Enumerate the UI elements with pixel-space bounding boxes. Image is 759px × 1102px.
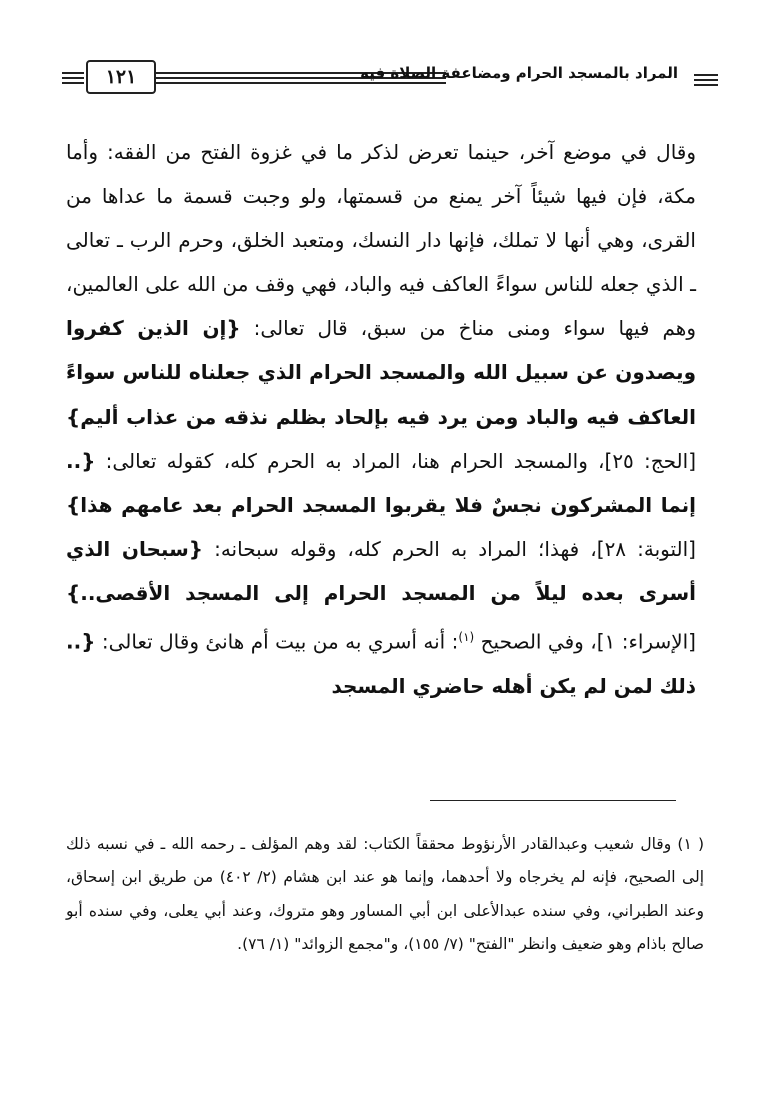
text-segment: [الحج: ٢٥]، والمسجد الحرام هنا، المراد به الحرم كله، كقوله تعالى: [95, 448, 697, 473]
footnote: ( ١) وقال شعيب وعبدالقادر الأرنؤوط محققاً الكتاب: لقد وهم المؤلف ـ رحمه الله ـ في نسبه ذلك إلى الصحيح، فإنه لم يخرجاه ولا أحدهما، وإنما هو عند ابن هشام (٢/ ٤٠٢) من طريق ابن إسحاق، وعند الطبراني، وفي سنده عبدالأعلى ابن أبي المساور وهو متروك، وعند أبي يعلى، وفي سنده أبو صالح باذام وهو ضعيف وانظر "الفتح" (٧/ ١٥٥)، و"مجمع الزوائد" (١/ ٧٦). [66, 835, 704, 954]
text-segment: [التوبة: ٢٨]، فهذا؛ المراد به الحرم كله، وقوله سبحانه: [203, 536, 696, 561]
quran-quote: {.. إنما المشركون نجسٌ فلا يقربوا المسجد الحرام بعد عامهم هذا} [66, 448, 696, 517]
quran-quote: {سبحان الذي أسرى بعده ليلاً من المسجد الحرام إلى المسجد الأقصى..} [66, 536, 696, 605]
header-ornament-right [694, 74, 718, 89]
header-ornament-left [62, 72, 84, 87]
footnote-ref: (١) [458, 630, 475, 645]
text-segment: : أنه أسري به من بيت أم هانئ وقال تعالى: [95, 629, 459, 654]
page-header [62, 60, 690, 94]
running-title: المراد بالمسجد الحرام ومضاعفة الصلاة فيه [360, 64, 678, 82]
footnote-separator [430, 800, 676, 801]
main-text [66, 130, 696, 708]
quran-quote: {.. ذلك لمن لم يكن أهله حاضري المسجد [66, 629, 696, 698]
page-number: ١٢١ [86, 60, 156, 94]
quran-quote: {إن الذين كفروا ويصدون عن سبيل الله والمسجد الحرام الذي جعلناه للناس سواءً العاكف فيه والباد ومن يرد فيه بإلحاد بظلم نذقه من عذاب أليم} [66, 316, 696, 429]
text-segment: وقال في موضع آخر، حينما تعرض لذكر ما في غزوة الفتح من الفقه: وأما مكة، فإن فيها شيئاً آخر يمنع من قسمتها، ولو وجبت قسمة ما عداها من القرى، وهي أنها لا تملك، فإنها دار النسك، ومتعبد الخلق، وحرم الرب ـ تعالى ـ الذي جعله للناس سواءً العاكف فيه والباد، فهي وقف من الله على العالمين، وهم فيها سواء ومنى مناخ من سبق، قال تعالى: [66, 140, 696, 341]
text-segment: [الإسراء: ١]، وفي الصحيح [474, 629, 696, 654]
